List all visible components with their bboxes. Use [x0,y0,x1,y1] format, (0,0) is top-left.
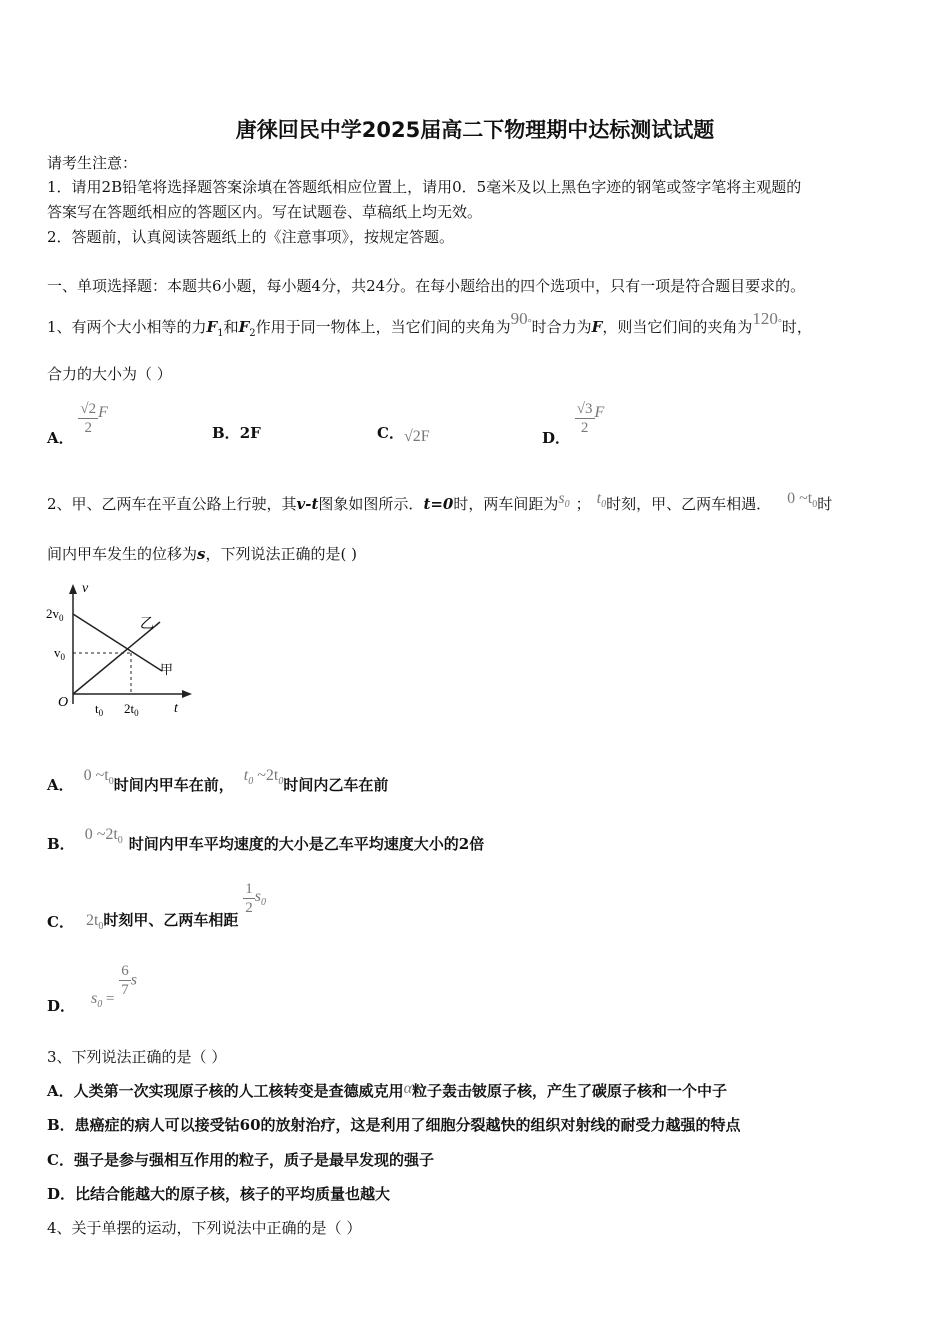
q2-option-d[interactable]: D． $s_0$ = $\frac{6}{7}$ s [47,963,137,1015]
q2-option-b[interactable]: B．0 $\sim 2t_0$ 时间内甲车平均速度的大小是乙车平均速度大小的2倍 [47,826,485,853]
q1-option-d[interactable]: D． $\frac{√3}{2}$ F [542,401,605,447]
notice-item-2: 2．答题前，认真阅读答题纸上的《注意事项》，按规定答题。 [47,228,455,246]
angle-90: 90° [510,309,532,329]
origin-label: O [58,695,69,710]
q2-option-a[interactable]: A．0 $\sim t_0$时间内甲车在前，$t_0$ $\sim 2t_0$时间内乙车在前 [47,767,389,794]
fraction-sqrt3-over-2: $\frac{√3}{2}$ [576,401,593,436]
t-axis-label: t [174,701,178,716]
q3-stem: 3、下列说法正确的是（ ） [47,1048,227,1066]
tick-v0: $v_0$ [54,645,65,662]
q3-option-d[interactable]: D．比结合能越大的原子核，核子的平均质量也越大 [47,1185,391,1203]
v-axis-label: v [82,581,89,596]
q4-stem: 4、关于单摆的运动，下列说法中正确的是（ ） [47,1219,362,1237]
tick-t0: $t_0$ [95,701,104,718]
page-title: 唐徕回民中学2025届高二下物理期中达标测试试题 [235,118,715,142]
q3-option-a[interactable]: A．人类第一次实现原子核的人工核转变是查德威克用α粒子轰击铍原子核，产生了碳原子核和一个中子 [47,1080,728,1100]
q2-option-c[interactable]: C． $2t_0$时刻甲、乙两车相距 $\frac{1}{2}$ $s_0$ [47,881,266,932]
fraction-6-over-7: $\frac{6}{7}$ [121,963,129,998]
vt-graph [40,578,200,720]
notice-heading: 请考生注意： [47,154,138,172]
label-jia: 甲 [160,663,174,678]
fraction-sqrt2-over-2: $\frac{√2}{2}$ [80,401,97,436]
tick-2v0: $2v_0$ [46,606,64,623]
q2-stem: 2、甲、乙两车在平直公路上行驶，其v-t图象如图所示．t=0时，两车间距为$s_0$ ； $t_0$时刻，甲、乙两车相遇． 0 $\sim t_0$时 [47,490,833,513]
label-yi: 乙 [140,616,154,632]
q3-option-b[interactable]: B．患癌症的病人可以接受钴60的放射治疗，这是利用了细胞分裂越快的组织对射线的耐受力越强的特点 [47,1116,741,1134]
tick-2t0: $2t_0$ [124,701,139,718]
t-axis-arrow [182,690,192,698]
angle-120: 120° [752,309,782,329]
q2-stem-2: 间内甲车发生的位移为s，下列说法正确的是( ) [47,545,357,563]
notice-item-1a: 1．请用2B铅笔将选择题答案涂填在答题纸相应位置上，请用0．5毫米及以上黑色字迹的钢笔或签字笔将主观题的 [47,178,802,196]
q1-stem: 1、有两个大小相等的力$F_1$和$F_2$作用于同一物体上，当它们间的夹角为90°时合力为F，则当它们间的夹角为120°时， [47,309,812,339]
q1-option-b[interactable]: B．2F [212,424,261,442]
fraction-1-over-2: $\frac{1}{2}$ [245,881,253,916]
q1-option-a[interactable]: A． $\frac{√2}{2}$ F [47,401,108,447]
notice-item-1b: 答案写在答题纸相应的答题区内。写在试题卷、草稿纸上均无效。 [47,203,483,221]
q3-option-c[interactable]: C．强子是参与强相互作用的粒子，质子是最早发现的强子 [47,1151,434,1169]
q1-stem-2: 合力的大小为（ ） [47,365,172,383]
v-axis-arrow [69,584,77,594]
section-heading: 一、单项选择题：本题共6小题，每小题4分，共24分。在每小题给出的四个选项中，只有一项是符合题目要求的。 [47,277,806,295]
line-yi [73,622,160,694]
q1-option-c[interactable]: C．√2F [377,424,430,445]
